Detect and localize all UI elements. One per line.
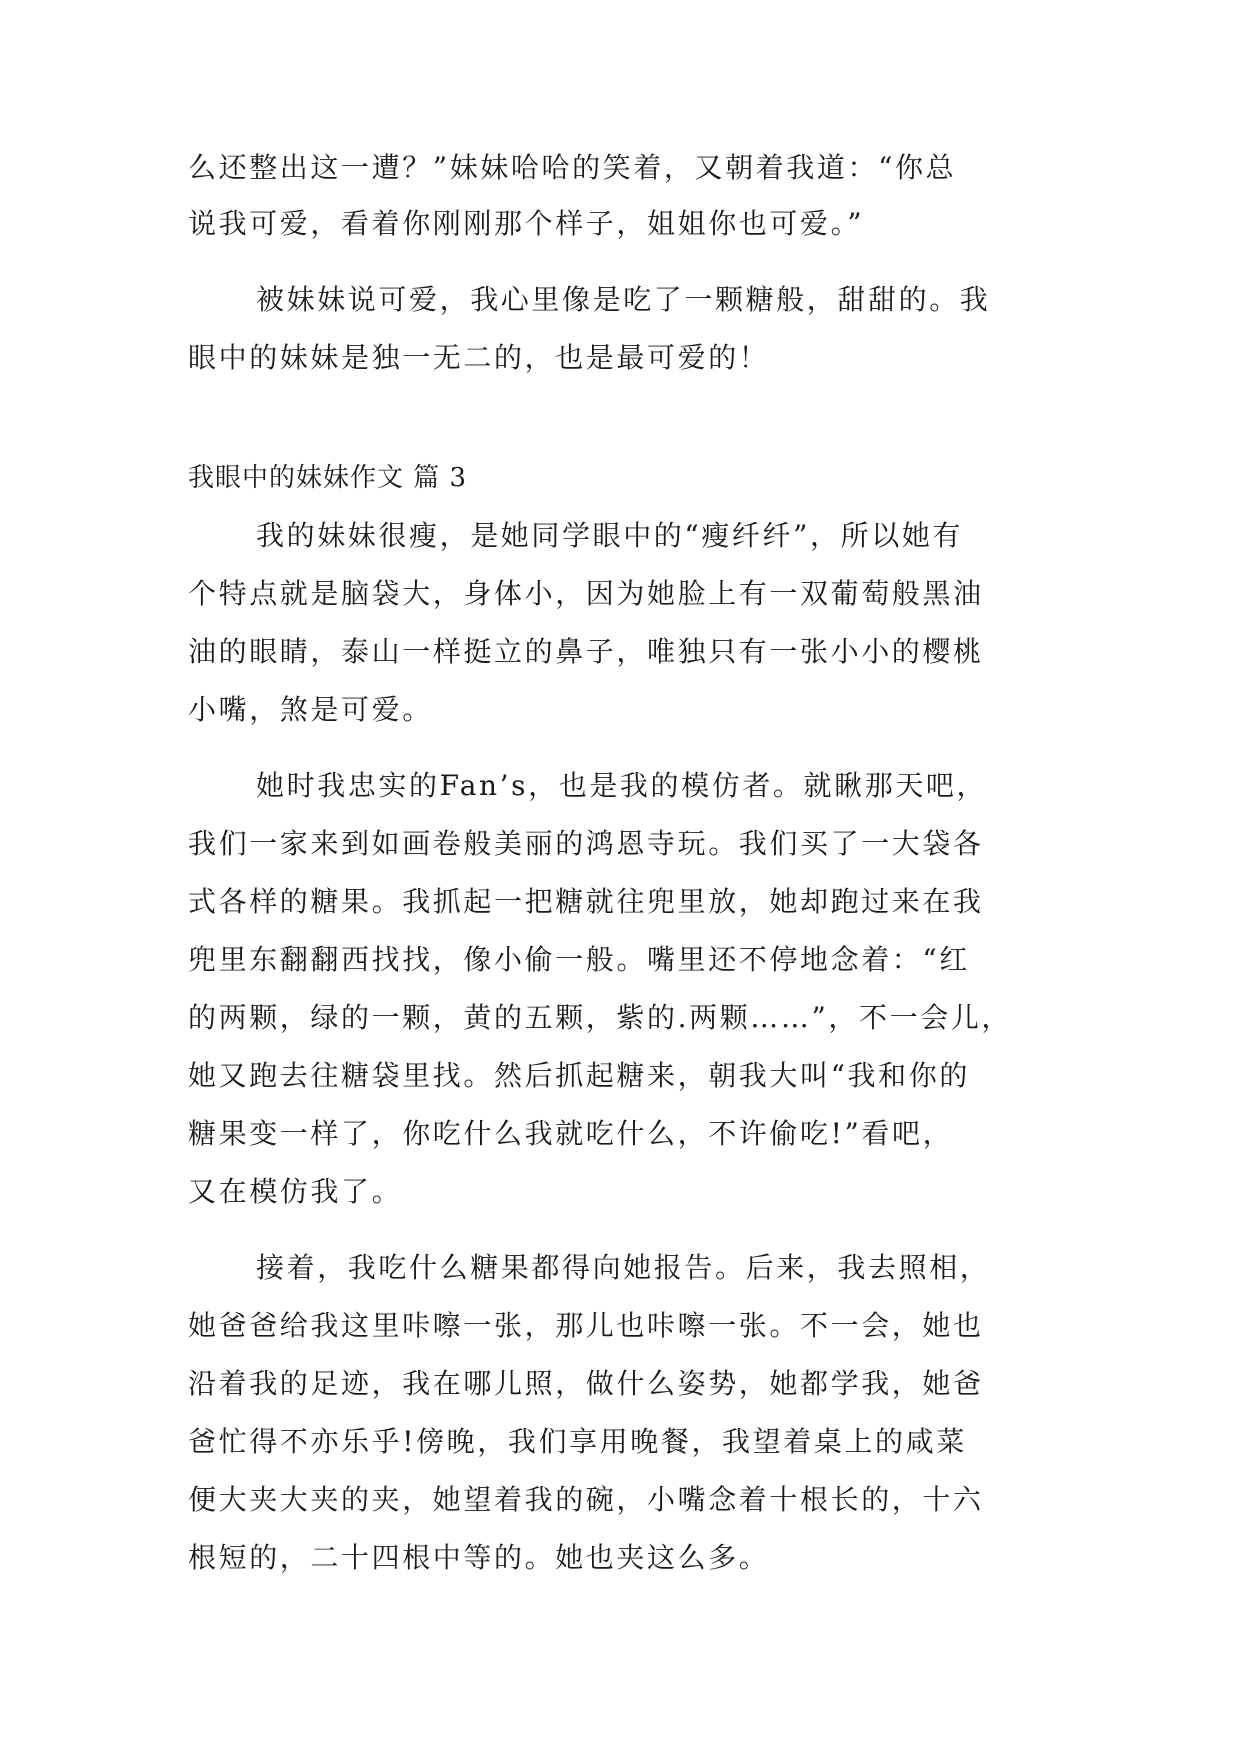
text-line: 她又跑去往糖袋里找。然后抓起糖来，朝我大叫“我和你的 [188,1059,970,1092]
text-line: 式各样的糖果。我抓起一把糖就往兜里放，她却跑过来在我 [188,885,984,918]
text-line: 么还整出这一遭？”妹妹哈哈的笑着，又朝着我道：“你总 [188,151,957,184]
text-line: 我们一家来到如画卷般美丽的鸿恩寺玩。我们买了一大袋各 [188,827,984,860]
text-line: 说我可爱，看着你刚刚那个样子，姐姐你也可爱。” [188,207,865,240]
text-line: 根短的，二十四根中等的。她也夹这么多。 [188,1541,770,1574]
text-line: 她爸爸给我这里咔嚓一张，那儿也咔嚓一张。不一会，她也 [188,1309,984,1342]
text-line: 糖果变一样了，你吃什么我就吃什么，不许偷吃!”看吧， [188,1117,954,1150]
text-line: 小嘴，煞是可爱。 [188,693,433,726]
text-line: 兜里东翻翻西找找，像小偷一般。嘴里还不停地念着：“红 [188,943,970,976]
text-line: 个特点就是脑袋大，身体小，因为她脸上有一双葡萄般黑油 [188,577,984,610]
section-heading: 我眼中的妹妹作文 篇 3 [188,463,468,493]
text-line: 我的妹妹很瘦，是她同学眼中的“瘦纤纤”，所以她有 [256,519,964,552]
text-line: 接着，我吃什么糖果都得向她报告。后来，我去照相， [256,1251,991,1284]
text-line: 沿着我的足迹，我在哪儿照，做什么姿势，她都学我，她爸 [188,1367,984,1400]
text-line: 眼中的妹妹是独一无二的，也是最可爱的！ [188,341,770,374]
text-line: 便大夹大夹的夹，她望着我的碗，小嘴念着十根长的，十六 [188,1483,984,1516]
text-line: 她时我忠实的Fan’s，也是我的模仿者。就瞅那天吧， [256,769,988,802]
text-line: 爸忙得不亦乐乎!傍晚，我们享用晚餐，我望着桌上的咸菜 [188,1425,967,1458]
text-line: 的两颗，绿的一颗，黄的五颗，紫的.两颗……”，不一会儿， [188,1001,1013,1034]
text-line: 油的眼睛，泰山一样挺立的鼻子，唯独只有一张小小的樱桃 [188,635,984,668]
text-line: 被妹妹说可爱，我心里像是吃了一颗糖般，甜甜的。我 [256,283,991,316]
text-line: 又在模仿我了。 [188,1175,403,1208]
